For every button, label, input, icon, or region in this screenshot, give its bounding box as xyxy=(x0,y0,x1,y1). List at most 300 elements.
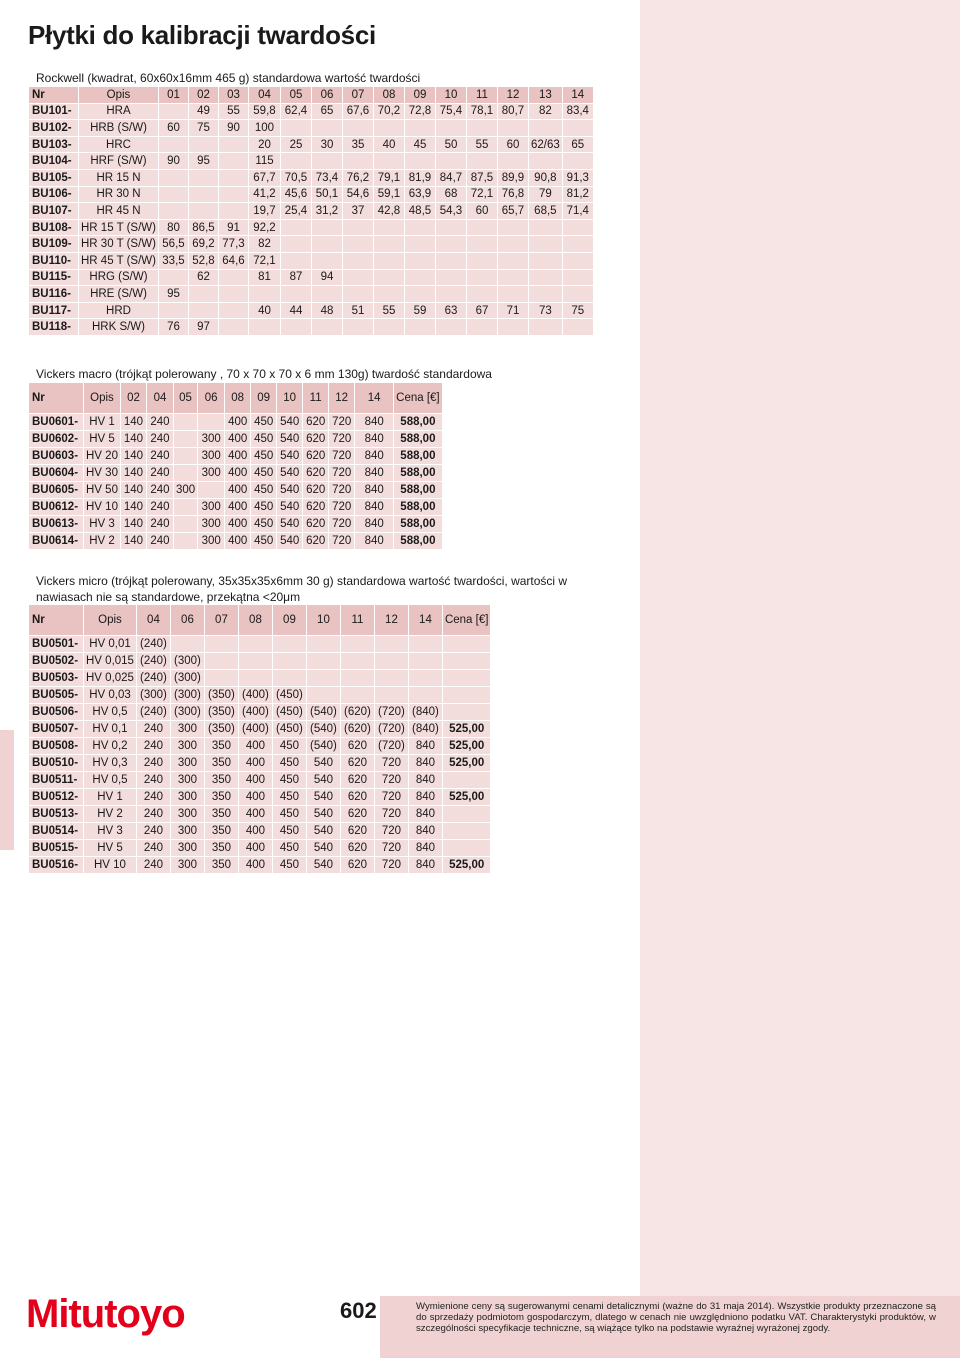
table-cell xyxy=(563,120,593,136)
table-cell: 75,4 xyxy=(436,104,466,120)
table-cell: 720 xyxy=(375,823,408,839)
table-cell xyxy=(563,319,593,335)
table-row xyxy=(29,270,593,286)
price-disclaimer: Wymienione ceny są sugerowanymi cenami detalicznymi (ważne do 31 maja 2014). Wszystkie produkty przeznaczone są do sprzedaży podmiotom gospodarczym, dlatego w cenach nie uwzględniono podatku VAT. Charakterystyki produktów, w szczególności specyfikacje techniczne, są wiążące tylko na podstawie wyraźnej wyrażonej zgody. xyxy=(416,1301,936,1334)
table-cell xyxy=(405,319,435,335)
table-cell xyxy=(409,636,442,652)
table-cell: (540) xyxy=(307,704,340,720)
table-cell: (240) xyxy=(137,670,170,686)
table-cell xyxy=(174,516,197,532)
item-description: HRF (S/W) xyxy=(79,153,158,169)
table-cell: 620 xyxy=(303,533,328,549)
table-cell: 525,00 xyxy=(443,857,490,873)
table-cell xyxy=(343,153,373,169)
table-row xyxy=(29,120,593,136)
table-cell: 450 xyxy=(273,789,306,805)
item-description: HV 0,5 xyxy=(84,704,136,720)
table-row xyxy=(29,465,442,481)
table-cell xyxy=(563,270,593,286)
table-cell: 73,4 xyxy=(312,170,342,186)
table-cell xyxy=(498,120,528,136)
table-cell: 59,1 xyxy=(374,187,404,203)
table-cell: 840 xyxy=(409,772,442,788)
item-description: HR 30 T (S/W) xyxy=(81,238,156,251)
item-description: HRB (S/W) xyxy=(79,120,158,136)
table-cell: 400 xyxy=(239,772,272,788)
table-cell xyxy=(563,153,593,169)
table-cell: 620 xyxy=(303,431,328,447)
table-cell: 450 xyxy=(251,516,276,532)
table-cell: 80 xyxy=(159,220,188,236)
table-cell: 620 xyxy=(341,857,374,873)
table-cell: 20 xyxy=(249,137,280,153)
table-cell: 140 xyxy=(121,431,146,447)
table-cell: 720 xyxy=(329,499,354,515)
table-row xyxy=(29,482,442,498)
table-cell xyxy=(467,319,497,335)
table-cell xyxy=(281,120,311,136)
table-cell xyxy=(467,153,497,169)
item-number: BU108- xyxy=(29,220,78,236)
side-panel xyxy=(640,0,960,1296)
item-number: BU105- xyxy=(29,170,78,186)
table-cell: 400 xyxy=(239,755,272,771)
item-number: BU0603- xyxy=(29,448,83,464)
table-cell: 720 xyxy=(329,482,354,498)
table-cell xyxy=(374,253,404,269)
table-cell xyxy=(467,120,497,136)
table-cell: 450 xyxy=(251,431,276,447)
table-cell xyxy=(189,286,218,302)
table-cell xyxy=(467,253,497,269)
table-cell xyxy=(498,286,528,302)
item-description: HV 30 xyxy=(86,467,118,479)
table-cell: 620 xyxy=(341,789,374,805)
table-cell: 450 xyxy=(273,755,306,771)
table-row xyxy=(29,414,442,430)
table-cell: 540 xyxy=(307,806,340,822)
table-cell xyxy=(409,670,442,686)
table-cell: 81 xyxy=(249,270,280,286)
table-cell: (350) xyxy=(205,687,238,703)
table-cell xyxy=(467,220,497,236)
item-description: HRC xyxy=(79,137,158,153)
table-cell: 300 xyxy=(198,465,224,481)
item-number: BU0501- xyxy=(29,636,83,652)
item-description: HR 45 N xyxy=(79,203,158,219)
table-cell: 620 xyxy=(303,516,328,532)
table-cell: 59 xyxy=(405,303,435,319)
table-cell: 450 xyxy=(273,823,306,839)
table-cell xyxy=(249,286,280,302)
table-cell: 350 xyxy=(205,857,238,873)
table-cell: 94 xyxy=(312,270,342,286)
table-cell xyxy=(174,448,197,464)
column-header: 01 xyxy=(159,87,188,103)
item-number: BU118- xyxy=(29,319,78,335)
table-cell xyxy=(443,772,490,788)
vickers-micro-table xyxy=(28,604,491,874)
item-description: HV 50 xyxy=(86,484,118,496)
table-cell xyxy=(405,253,435,269)
table-cell: (540) xyxy=(307,721,340,737)
column-header: 09 xyxy=(405,87,435,103)
item-number: BU0506- xyxy=(29,704,83,720)
table-cell: 540 xyxy=(277,516,302,532)
table-cell xyxy=(529,236,562,252)
table-cell xyxy=(374,153,404,169)
table-cell xyxy=(343,270,373,286)
item-number: BU107- xyxy=(29,203,78,219)
table-cell xyxy=(189,137,218,153)
table-cell: 50 xyxy=(436,137,466,153)
table-cell: 450 xyxy=(273,772,306,788)
item-description: HRK S/W) xyxy=(79,319,158,335)
table-cell: 400 xyxy=(225,414,250,430)
table-cell: 300 xyxy=(171,789,204,805)
table-cell xyxy=(219,286,248,302)
table-cell xyxy=(436,270,466,286)
table-cell xyxy=(174,414,197,430)
column-header: 07 xyxy=(343,87,373,103)
table-cell xyxy=(563,236,593,252)
column-header: Opis xyxy=(84,605,136,635)
table-cell: 300 xyxy=(171,738,204,754)
table-cell: 97 xyxy=(189,319,218,335)
column-header: 08 xyxy=(225,383,250,413)
item-description: HV 10 xyxy=(84,857,136,873)
table-cell: 33,5 xyxy=(159,253,188,269)
table-cell: 60 xyxy=(467,203,497,219)
table-cell xyxy=(436,153,466,169)
column-header: Nr xyxy=(29,605,83,635)
table-cell: 240 xyxy=(147,499,173,515)
table-cell: (300) xyxy=(171,687,204,703)
item-description: HRD xyxy=(79,303,158,319)
table-cell: 25 xyxy=(281,137,311,153)
table-cell xyxy=(189,303,218,319)
item-description: HV 2 xyxy=(84,806,136,822)
column-header: 06 xyxy=(171,605,204,635)
table-row xyxy=(29,319,593,335)
table-cell: 840 xyxy=(355,448,393,464)
table-cell xyxy=(563,253,593,269)
table-header-row xyxy=(29,383,442,413)
item-number: BU110- xyxy=(29,253,78,269)
table-cell: 300 xyxy=(171,806,204,822)
table-cell xyxy=(239,670,272,686)
rockwell-caption: Rockwell (kwadrat, 60x60x16mm 465 g) standardowa wartość twardości xyxy=(36,71,421,85)
table-cell xyxy=(467,236,497,252)
table-cell: 75 xyxy=(189,120,218,136)
table-cell xyxy=(307,687,340,703)
table-row xyxy=(29,220,593,236)
table-cell: 240 xyxy=(147,448,173,464)
item-number: BU106- xyxy=(29,187,78,203)
table-cell: 140 xyxy=(121,448,146,464)
column-header: 13 xyxy=(529,87,562,103)
table-cell xyxy=(189,170,218,186)
table-cell xyxy=(239,636,272,652)
table-cell xyxy=(198,482,224,498)
table-cell: 63 xyxy=(436,303,466,319)
table-cell: 55 xyxy=(467,137,497,153)
table-cell: 620 xyxy=(303,414,328,430)
item-description: HV 0,2 xyxy=(84,738,136,754)
item-number: BU0516- xyxy=(29,857,83,873)
table-cell: 72,1 xyxy=(467,187,497,203)
table-cell: 620 xyxy=(303,448,328,464)
table-cell: 300 xyxy=(198,448,224,464)
column-header: 06 xyxy=(198,383,224,413)
table-cell xyxy=(312,236,342,252)
table-cell: 720 xyxy=(329,431,354,447)
table-cell: 56,5 xyxy=(159,236,188,252)
table-cell xyxy=(529,220,562,236)
table-cell xyxy=(436,319,466,335)
table-cell xyxy=(443,653,490,669)
table-cell: 48,5 xyxy=(405,203,435,219)
table-cell: 67 xyxy=(467,303,497,319)
table-cell xyxy=(273,636,306,652)
table-cell xyxy=(375,636,408,652)
table-cell: 300 xyxy=(171,857,204,873)
table-cell: 50,1 xyxy=(312,187,342,203)
table-cell: (300) xyxy=(171,653,204,669)
table-cell: 350 xyxy=(205,806,238,822)
table-cell: 100 xyxy=(249,120,280,136)
table-cell xyxy=(219,153,248,169)
item-number: BU0512- xyxy=(29,789,83,805)
table-row xyxy=(29,137,593,153)
table-cell: 95 xyxy=(159,286,188,302)
table-cell: 840 xyxy=(355,414,393,430)
table-cell xyxy=(189,203,218,219)
table-cell xyxy=(219,170,248,186)
item-description: HV 5 xyxy=(84,431,120,447)
column-header: 11 xyxy=(303,383,328,413)
table-cell: 540 xyxy=(307,857,340,873)
table-cell: (300) xyxy=(171,670,204,686)
table-cell: 840 xyxy=(409,738,442,754)
table-cell: 525,00 xyxy=(443,738,490,754)
table-cell: (620) xyxy=(341,704,374,720)
table-cell xyxy=(498,220,528,236)
table-cell: 31,2 xyxy=(312,203,342,219)
table-cell: 840 xyxy=(409,840,442,856)
table-cell: (450) xyxy=(273,721,306,737)
item-number: BU0505- xyxy=(29,687,83,703)
table-cell: 400 xyxy=(225,499,250,515)
column-header: Cena [€] xyxy=(443,605,490,635)
table-cell: 300 xyxy=(171,840,204,856)
table-cell: 400 xyxy=(225,533,250,549)
table-cell xyxy=(405,286,435,302)
table-row xyxy=(29,840,490,856)
table-cell xyxy=(312,253,342,269)
table-cell: 55 xyxy=(219,104,248,120)
table-cell xyxy=(374,236,404,252)
table-cell xyxy=(374,319,404,335)
table-cell: (240) xyxy=(137,704,170,720)
table-row xyxy=(29,253,593,269)
table-cell xyxy=(159,170,188,186)
table-cell: 450 xyxy=(251,414,276,430)
table-cell xyxy=(529,153,562,169)
table-cell xyxy=(312,220,342,236)
table-cell: 240 xyxy=(137,823,170,839)
table-cell: 60 xyxy=(498,137,528,153)
column-header: Nr xyxy=(29,87,78,103)
table-cell xyxy=(281,286,311,302)
table-cell: 140 xyxy=(121,499,146,515)
table-cell: 78,1 xyxy=(467,104,497,120)
table-cell: 840 xyxy=(409,857,442,873)
table-cell: 240 xyxy=(137,772,170,788)
table-cell: 90 xyxy=(159,153,188,169)
table-row xyxy=(29,303,593,319)
table-cell: 92,2 xyxy=(249,220,280,236)
table-cell: 300 xyxy=(198,516,224,532)
table-cell xyxy=(443,823,490,839)
table-cell: 240 xyxy=(137,721,170,737)
table-row xyxy=(29,170,593,186)
table-cell: 30 xyxy=(312,137,342,153)
table-cell: 71,4 xyxy=(563,203,593,219)
item-description: HRA xyxy=(79,104,158,120)
table-cell: 95 xyxy=(189,153,218,169)
item-number: BU0614- xyxy=(29,533,83,549)
table-cell: 840 xyxy=(355,533,393,549)
table-cell xyxy=(312,120,342,136)
table-cell: 67,7 xyxy=(249,170,280,186)
table-cell: 588,00 xyxy=(394,499,441,515)
table-cell xyxy=(273,670,306,686)
table-cell: 450 xyxy=(251,482,276,498)
table-cell: 620 xyxy=(303,465,328,481)
item-description: HR 15 T (S/W) xyxy=(81,221,156,234)
table-cell: 840 xyxy=(355,482,393,498)
table-cell: 67,6 xyxy=(343,104,373,120)
table-cell: 400 xyxy=(239,823,272,839)
table-cell: 87 xyxy=(281,270,311,286)
table-cell: 240 xyxy=(137,789,170,805)
table-cell xyxy=(189,187,218,203)
table-cell: 40 xyxy=(249,303,280,319)
table-cell: 840 xyxy=(409,755,442,771)
table-cell: 400 xyxy=(239,806,272,822)
table-cell xyxy=(375,670,408,686)
table-cell: 620 xyxy=(341,806,374,822)
table-cell: 588,00 xyxy=(394,533,441,549)
table-cell: (400) xyxy=(239,721,272,737)
table-cell: 540 xyxy=(277,499,302,515)
column-header: 08 xyxy=(239,605,272,635)
table-cell: 68,5 xyxy=(529,203,562,219)
table-cell: 525,00 xyxy=(443,789,490,805)
table-cell: 450 xyxy=(251,499,276,515)
column-header: 09 xyxy=(251,383,276,413)
table-cell: 620 xyxy=(303,482,328,498)
table-cell: 350 xyxy=(205,789,238,805)
table-cell xyxy=(219,303,248,319)
item-number: BU0613- xyxy=(29,516,83,532)
item-number: BU109- xyxy=(29,236,78,252)
table-cell xyxy=(443,636,490,652)
item-number: BU104- xyxy=(29,153,78,169)
table-cell: 140 xyxy=(121,516,146,532)
table-cell xyxy=(198,414,224,430)
table-cell: 400 xyxy=(239,857,272,873)
table-cell: 350 xyxy=(205,772,238,788)
table-cell: 54,6 xyxy=(343,187,373,203)
table-cell: 588,00 xyxy=(394,414,441,430)
table-row xyxy=(29,236,593,252)
table-cell: 840 xyxy=(355,516,393,532)
table-cell: 540 xyxy=(307,755,340,771)
vickers-macro-caption: Vickers macro (trójkąt polerowany , 70 x 70 x 70 x 6 mm 130g) twardość standardowa xyxy=(36,367,492,381)
item-description: HV 0,1 xyxy=(84,721,136,737)
table-row xyxy=(29,653,490,669)
table-cell: 840 xyxy=(355,431,393,447)
table-row xyxy=(29,687,490,703)
table-cell: (300) xyxy=(171,704,204,720)
column-header: 04 xyxy=(147,383,173,413)
table-cell: (840) xyxy=(409,704,442,720)
table-cell xyxy=(281,220,311,236)
table-cell xyxy=(281,236,311,252)
table-cell: 300 xyxy=(171,823,204,839)
table-cell: 82 xyxy=(529,104,562,120)
table-cell: 49 xyxy=(189,104,218,120)
rockwell-table xyxy=(28,86,594,336)
table-cell xyxy=(273,653,306,669)
table-cell: 300 xyxy=(198,499,224,515)
table-cell: 620 xyxy=(341,738,374,754)
table-cell: 720 xyxy=(329,414,354,430)
table-cell: 240 xyxy=(147,533,173,549)
table-cell xyxy=(405,120,435,136)
table-cell: 35 xyxy=(343,137,373,153)
table-cell: 45,6 xyxy=(281,187,311,203)
table-cell: 400 xyxy=(225,465,250,481)
table-cell xyxy=(375,687,408,703)
table-cell: 45 xyxy=(405,137,435,153)
page-number: 602 xyxy=(340,1298,377,1323)
table-cell xyxy=(443,670,490,686)
table-cell: 76,8 xyxy=(498,187,528,203)
table-cell: 720 xyxy=(329,465,354,481)
item-number: BU103- xyxy=(29,137,78,153)
table-cell: 77,3 xyxy=(219,236,248,252)
table-cell: 41,2 xyxy=(249,187,280,203)
table-cell: 450 xyxy=(273,857,306,873)
table-cell: 79 xyxy=(529,187,562,203)
item-description: HV 0,3 xyxy=(84,755,136,771)
item-number: BU0502- xyxy=(29,653,83,669)
table-header-row xyxy=(29,87,593,103)
column-header: 14 xyxy=(409,605,442,635)
table-cell: (450) xyxy=(273,704,306,720)
item-number: BU0515- xyxy=(29,840,83,856)
column-header: 02 xyxy=(189,87,218,103)
table-cell xyxy=(281,153,311,169)
table-cell xyxy=(174,431,197,447)
table-cell: 540 xyxy=(277,482,302,498)
table-row xyxy=(29,823,490,839)
table-cell: 240 xyxy=(137,755,170,771)
table-cell: 86,5 xyxy=(189,220,218,236)
